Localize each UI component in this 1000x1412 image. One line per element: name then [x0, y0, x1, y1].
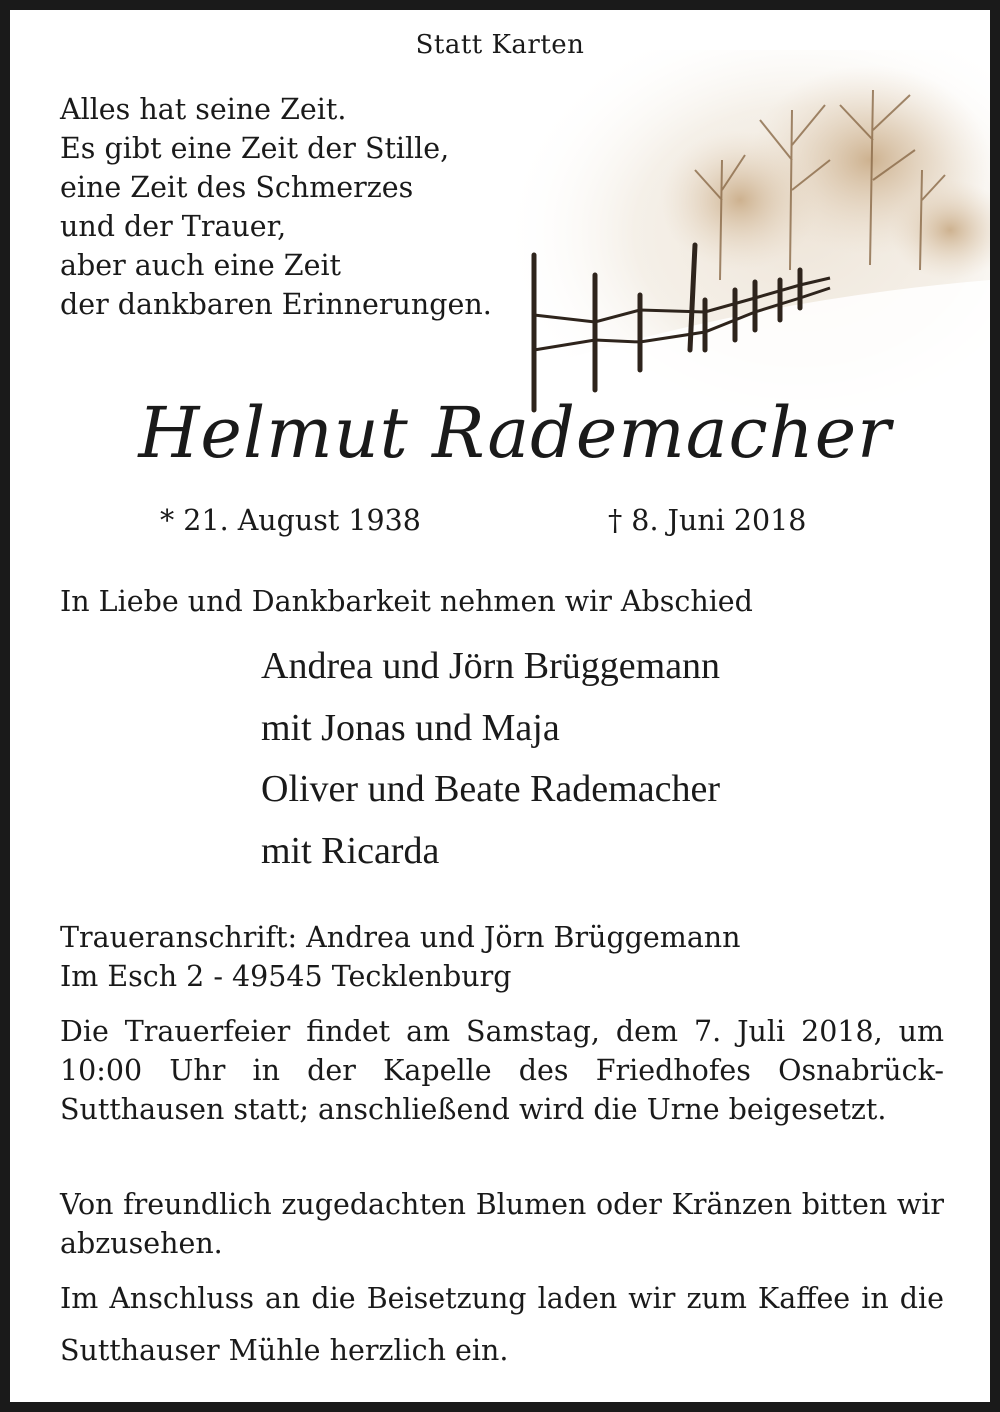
poem-line: der dankbaren Erinnerungen.	[60, 288, 492, 321]
flowers-notice: Von freundlich zugedachten Blumen oder Kränzen bitten wir abzusehen.	[60, 1188, 944, 1260]
poem-line: Alles hat seine Zeit.	[60, 93, 347, 126]
address-line: Traueranschrift: Andrea und Jörn Brüggemann	[60, 921, 741, 954]
farewell-intro: In Liebe und Dankbarkeit nehmen wir Abschied	[60, 585, 753, 618]
deceased-name: Helmut Rademacher	[138, 392, 892, 474]
mourners-list	[261, 636, 720, 882]
service-notice: Die Trauerfeier findet am Samstag, dem 7. Juli 2018, um 10:00 Uhr in der Kapelle des Friedhofes Osnabrück-Sutthausen statt; anschließend wird die Urne beigesetzt.	[60, 1015, 944, 1126]
mourner-line: Andrea und Jörn Brüggemann	[261, 645, 721, 687]
mourning-address	[60, 918, 741, 996]
death-date: † 8. Juni 2018	[608, 504, 807, 537]
mourner-line: mit Jonas und Maja	[261, 706, 560, 749]
poem	[60, 90, 580, 324]
poem-line: aber auch eine Zeit	[60, 249, 342, 282]
header-statt-karten: Statt Karten	[415, 30, 585, 60]
poem-line: eine Zeit des Schmerzes	[60, 171, 414, 204]
poem-line: Es gibt eine Zeit der Stille,	[60, 132, 450, 165]
address-line: Im Esch 2 - 49545 Tecklenburg	[60, 960, 512, 993]
birth-date: * 21. August 1938	[160, 504, 421, 537]
mourner-line: Oliver und Beate Rademacher	[261, 768, 720, 810]
coffee-invitation: Im Anschluss an die Beisetzung laden wir zum Kaffee in die Sutthauser Mühle herzlich ein.	[60, 1282, 944, 1367]
poem-line: und der Trauer,	[60, 210, 287, 243]
mourner-line: mit Ricarda	[261, 829, 440, 872]
obituary-card	[10, 10, 990, 1402]
